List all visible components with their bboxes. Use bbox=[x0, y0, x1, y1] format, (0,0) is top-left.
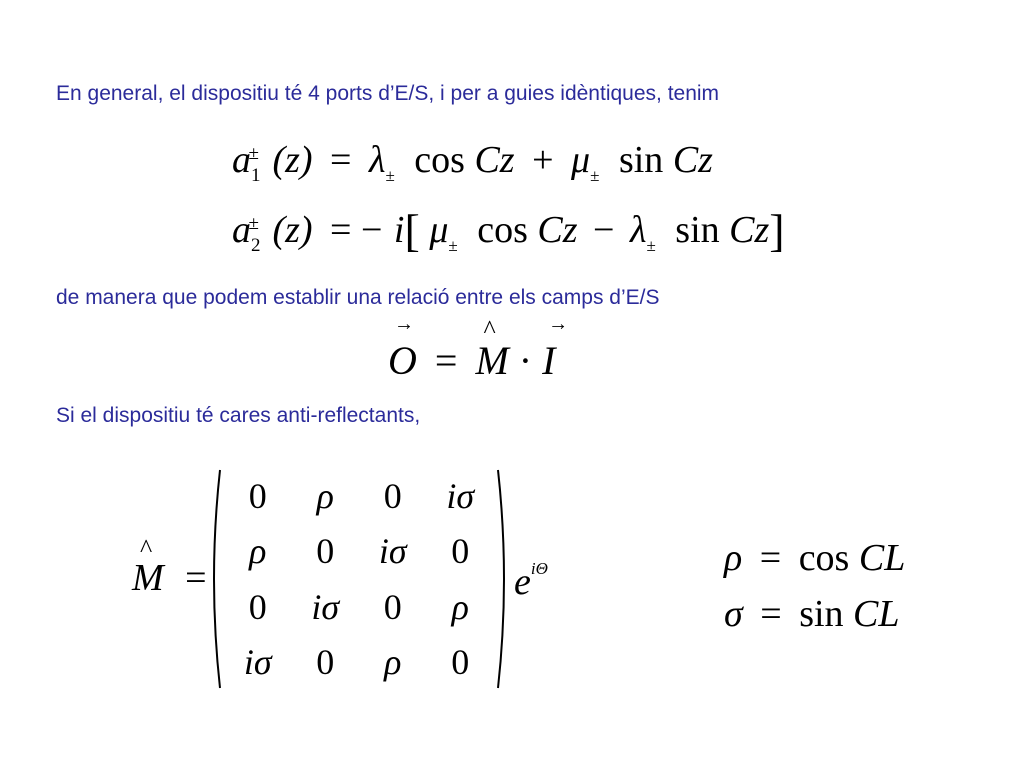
matrix-cell: 0 bbox=[316, 531, 335, 572]
matrix-lhs: ^ M = bbox=[132, 556, 207, 600]
scattering-matrix bbox=[206, 468, 512, 690]
matrix-cell: 0 bbox=[383, 475, 402, 516]
matrix-cell: 0 bbox=[248, 586, 267, 627]
left-paren bbox=[206, 468, 222, 690]
equation-a2: $a_2^\pm$ (z) = − i[ $\mu_\pm$ $\cos Cz - \lambda_\pm$ sin Cz] bbox=[232, 205, 785, 256]
matrix-cell: 0 bbox=[316, 642, 335, 683]
matrix-cell: ρ bbox=[451, 586, 469, 627]
matrix-cell: ρ bbox=[249, 531, 267, 572]
sigma-definition: σ = sin CL bbox=[724, 593, 900, 635]
matrix-cell: ρ bbox=[316, 475, 334, 516]
matrix-cell: 0 bbox=[451, 642, 470, 683]
equation-relation: → O = ^ M · → I bbox=[388, 337, 555, 384]
matrix-cell: iσ bbox=[311, 586, 340, 627]
right-paren bbox=[496, 468, 512, 690]
phase-factor: $e^{i\Theta}$ bbox=[514, 559, 548, 603]
matrix-cell: iσ bbox=[378, 531, 407, 572]
equation-a1: $a_1^\pm$ $(z) = \lambda_\pm$ $\cos Cz + \mu_\pm$ sin Cz bbox=[232, 139, 713, 186]
rho-definition: ρ = cos CL bbox=[724, 537, 906, 579]
matrix-cell: 0 bbox=[383, 586, 402, 627]
matrix-cell: ρ bbox=[384, 642, 402, 683]
matrix-cell: 0 bbox=[451, 531, 470, 572]
intro-text: En general, el dispositiu té 4 ports d’E/S, i per a guies idèntiques, tenim bbox=[56, 82, 720, 105]
matrix-cell: 0 bbox=[248, 475, 267, 516]
antireflection-text: Si el dispositiu té cares anti-reflectants, bbox=[56, 404, 421, 427]
matrix-grid bbox=[224, 468, 494, 690]
matrix-cell: iσ bbox=[243, 642, 272, 683]
relation-text: de manera que podem establir una relació entre els camps d’E/S bbox=[56, 286, 660, 309]
matrix-cell: iσ bbox=[446, 475, 475, 516]
